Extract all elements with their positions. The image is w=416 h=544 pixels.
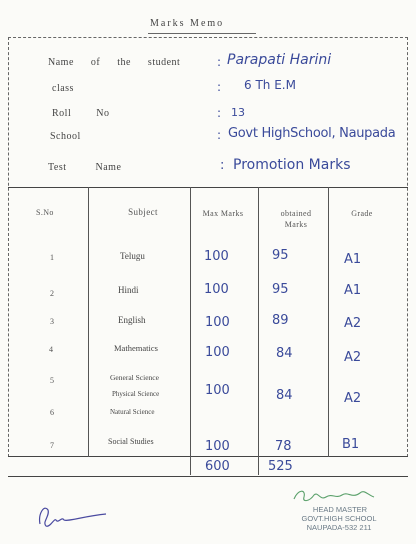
- row-5-sno: 5: [50, 376, 54, 385]
- row-4-grade: A2: [344, 350, 362, 365]
- header-max: Max Marks: [202, 209, 244, 218]
- border-right: [407, 37, 408, 457]
- field-colon-roll: :: [217, 106, 222, 120]
- row-5-obtained: 84: [276, 388, 293, 403]
- col-divider-4: [328, 187, 329, 457]
- row-7-max: 100: [205, 439, 230, 454]
- row-3-subject: English: [118, 315, 146, 325]
- header-sno: S.No: [36, 208, 54, 217]
- row-6-sno: 6: [50, 408, 54, 417]
- row-1-subject: Telugu: [120, 251, 145, 261]
- header-obtained: obtained Marks: [280, 209, 312, 229]
- row-3-obtained: 89: [272, 313, 289, 328]
- row-3-max: 100: [205, 315, 230, 330]
- header-subject: Subject: [128, 207, 158, 217]
- row-7-grade: B1: [342, 437, 360, 452]
- row-1-max: 100: [204, 249, 229, 264]
- title-underline: [148, 33, 256, 34]
- row-5-subject-physical: Physical Science: [112, 390, 160, 398]
- student-signature: [34, 500, 114, 530]
- row-6-subject: Natural Science: [110, 408, 155, 416]
- table-bottom-line: [8, 456, 408, 457]
- header-grade: Grade: [351, 209, 373, 218]
- total-obtained: 525: [268, 459, 293, 474]
- memo-title: Marks Memo: [150, 18, 225, 29]
- field-colon-test: :: [220, 158, 225, 173]
- row-5-max: 100: [205, 383, 230, 398]
- field-label-class: class: [52, 83, 74, 94]
- total-max: 600: [205, 459, 230, 474]
- stamp-line-3: NAUPADA-532 211: [306, 523, 372, 532]
- table-top-line: [8, 187, 408, 188]
- row-2-sno: 2: [50, 289, 54, 298]
- row-4-subject: Mathematics: [114, 343, 158, 353]
- col-divider-3: [258, 187, 259, 475]
- row-3-sno: 3: [50, 317, 54, 326]
- border-left: [8, 37, 9, 457]
- row-1-grade: A1: [344, 252, 362, 267]
- headmaster-signature: [290, 485, 390, 507]
- row-3-grade: A2: [344, 316, 362, 331]
- row-7-obtained: 78: [275, 439, 292, 454]
- row-2-subject: Hindi: [118, 285, 139, 295]
- stamp-line-1: HEAD MASTER: [312, 505, 368, 514]
- field-value-roll: 13: [231, 106, 245, 119]
- row-2-grade: A1: [344, 283, 362, 298]
- row-7-sno: 7: [50, 441, 54, 450]
- col-divider-1: [88, 187, 89, 457]
- totals-bottom-line: [8, 476, 408, 477]
- field-colon-class: :: [217, 80, 222, 94]
- row-1-obtained: 95: [272, 248, 289, 263]
- field-label-name: Name of the student: [48, 57, 181, 68]
- field-value-school: Govt HighSchool, Naupada: [228, 126, 396, 141]
- row-2-max: 100: [204, 282, 229, 297]
- row-5-subject: General Science: [110, 373, 159, 382]
- stamp-line-2: GOVT.HIGH SCHOOL: [301, 514, 377, 523]
- row-2-obtained: 95: [272, 282, 289, 297]
- row-4-max: 100: [205, 345, 230, 360]
- row-4-sno: 4: [49, 345, 53, 354]
- field-value-name: Parapati Harini: [227, 52, 332, 68]
- field-value-class: 6 Th E.M: [244, 78, 296, 92]
- field-colon-name: :: [217, 55, 222, 69]
- row-4-obtained: 84: [276, 346, 293, 361]
- field-label-school: School: [50, 131, 81, 142]
- row-7-subject: Social Studies: [108, 437, 154, 446]
- row-1-sno: 1: [50, 253, 54, 262]
- row-5-grade: A2: [344, 391, 362, 406]
- field-label-test: Test Name: [48, 162, 122, 173]
- header-border-top: [8, 37, 408, 38]
- col-divider-2: [190, 187, 191, 475]
- field-colon-school: :: [217, 128, 222, 142]
- field-label-roll: Roll No: [52, 108, 110, 119]
- field-value-test: Promotion Marks: [233, 157, 351, 173]
